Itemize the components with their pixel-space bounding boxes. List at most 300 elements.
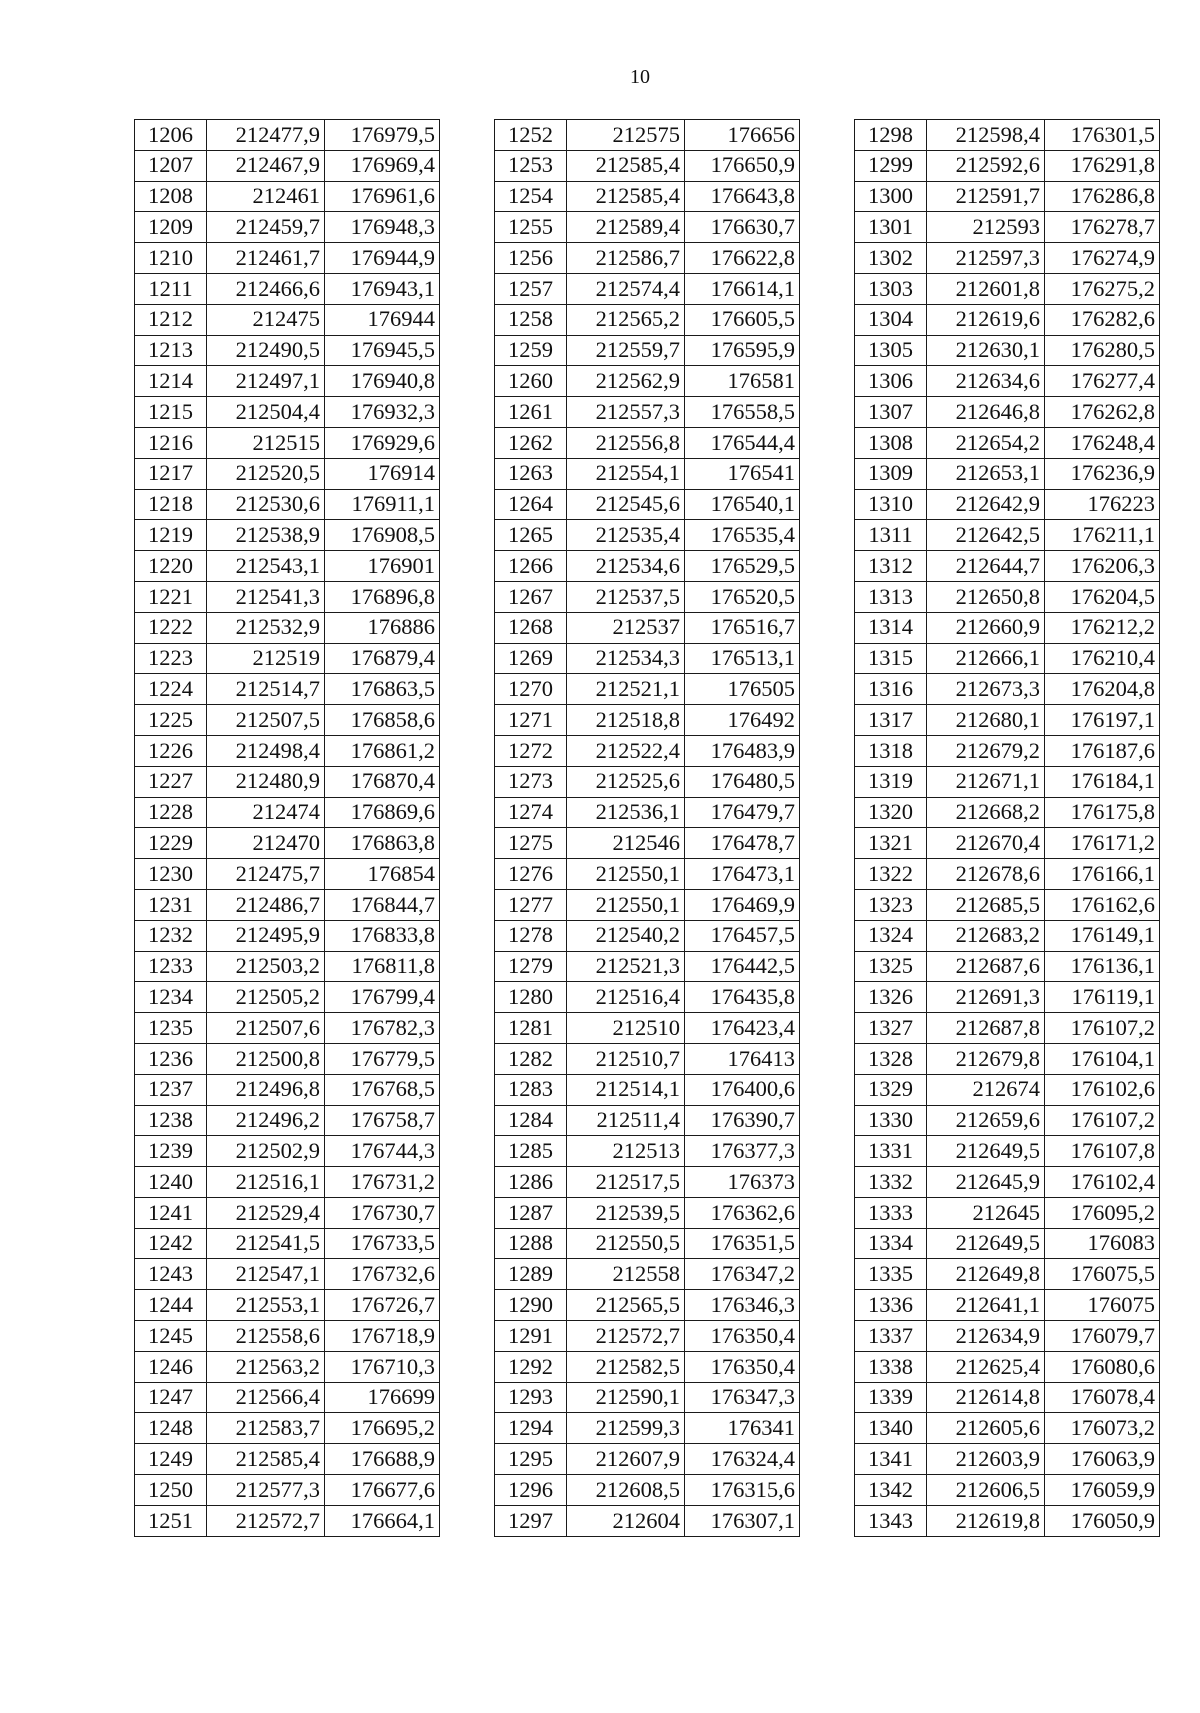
point-number-cell: 1283 [495, 1074, 567, 1105]
table-row [495, 1382, 800, 1413]
y-coordinate-cell: 176347,2 [685, 1259, 800, 1290]
x-coordinate-cell: 212566,4 [207, 1382, 325, 1413]
table-row [135, 397, 440, 428]
point-number-cell: 1280 [495, 982, 567, 1013]
point-number-cell: 1264 [495, 489, 567, 520]
point-number-cell: 1228 [135, 797, 207, 828]
point-number-cell: 1261 [495, 397, 567, 428]
x-coordinate-cell: 212603,9 [927, 1444, 1045, 1475]
table-row [855, 1382, 1160, 1413]
table-row [855, 735, 1160, 766]
x-coordinate-cell: 212634,6 [927, 366, 1045, 397]
x-coordinate-cell: 212500,8 [207, 1043, 325, 1074]
x-coordinate-cell: 212530,6 [207, 489, 325, 520]
table-row [135, 1475, 440, 1506]
x-coordinate-cell: 212558,6 [207, 1321, 325, 1352]
point-number-cell: 1294 [495, 1413, 567, 1444]
y-coordinate-cell: 176664,1 [325, 1505, 440, 1536]
x-coordinate-cell: 212634,9 [927, 1321, 1045, 1352]
y-coordinate-cell: 176861,2 [325, 735, 440, 766]
point-number-cell: 1226 [135, 735, 207, 766]
table-row [855, 1197, 1160, 1228]
point-number-cell: 1212 [135, 304, 207, 335]
table-row [495, 1074, 800, 1105]
x-coordinate-cell: 212680,1 [927, 705, 1045, 736]
x-coordinate-cell: 212541,5 [207, 1228, 325, 1259]
x-coordinate-cell: 212641,1 [927, 1290, 1045, 1321]
x-coordinate-cell: 212553,1 [207, 1290, 325, 1321]
table-row [135, 643, 440, 674]
table-row [855, 1043, 1160, 1074]
x-coordinate-cell: 212538,9 [207, 520, 325, 551]
table-row [495, 335, 800, 366]
y-coordinate-cell: 176779,5 [325, 1043, 440, 1074]
point-number-cell: 1333 [855, 1197, 927, 1228]
x-coordinate-cell: 212536,1 [567, 797, 685, 828]
table-row [855, 1290, 1160, 1321]
x-coordinate-cell: 212515 [207, 427, 325, 458]
x-coordinate-cell: 212619,8 [927, 1505, 1045, 1536]
table-row [495, 273, 800, 304]
x-coordinate-cell: 212498,4 [207, 735, 325, 766]
x-coordinate-cell: 212516,4 [567, 982, 685, 1013]
x-coordinate-cell: 212597,3 [927, 243, 1045, 274]
x-coordinate-cell: 212511,4 [567, 1105, 685, 1136]
table-row [855, 1074, 1160, 1105]
point-number-cell: 1277 [495, 889, 567, 920]
y-coordinate-cell: 176078,4 [1045, 1382, 1160, 1413]
x-coordinate-cell: 212521,1 [567, 674, 685, 705]
point-number-cell: 1339 [855, 1382, 927, 1413]
table-row [495, 150, 800, 181]
y-coordinate-cell: 176083 [1045, 1228, 1160, 1259]
x-coordinate-cell: 212604 [567, 1505, 685, 1536]
y-coordinate-cell: 176236,9 [1045, 458, 1160, 489]
table-row [495, 1351, 800, 1382]
y-coordinate-cell: 176863,8 [325, 828, 440, 859]
table-row [135, 1321, 440, 1352]
y-coordinate-cell: 176075,5 [1045, 1259, 1160, 1290]
point-number-cell: 1230 [135, 859, 207, 890]
point-number-cell: 1222 [135, 612, 207, 643]
x-coordinate-cell: 212668,2 [927, 797, 1045, 828]
y-coordinate-cell: 176248,4 [1045, 427, 1160, 458]
point-number-cell: 1298 [855, 120, 927, 151]
table-row [495, 1505, 800, 1536]
y-coordinate-cell: 176529,5 [685, 551, 800, 582]
y-coordinate-cell: 176197,1 [1045, 705, 1160, 736]
table-row [135, 920, 440, 951]
point-number-cell: 1276 [495, 859, 567, 890]
y-coordinate-cell: 176104,1 [1045, 1043, 1160, 1074]
y-coordinate-cell: 176730,7 [325, 1197, 440, 1228]
x-coordinate-cell: 212502,9 [207, 1136, 325, 1167]
y-coordinate-cell: 176274,9 [1045, 243, 1160, 274]
point-number-cell: 1309 [855, 458, 927, 489]
y-coordinate-cell: 176544,4 [685, 427, 800, 458]
x-coordinate-cell: 212592,6 [927, 150, 1045, 181]
point-number-cell: 1221 [135, 581, 207, 612]
point-number-cell: 1274 [495, 797, 567, 828]
y-coordinate-cell: 176457,5 [685, 920, 800, 951]
point-number-cell: 1268 [495, 612, 567, 643]
table-row [495, 735, 800, 766]
point-number-cell: 1311 [855, 520, 927, 551]
table-row [495, 797, 800, 828]
x-coordinate-cell: 212654,2 [927, 427, 1045, 458]
point-number-cell: 1265 [495, 520, 567, 551]
table-row [135, 1136, 440, 1167]
point-number-cell: 1293 [495, 1382, 567, 1413]
x-coordinate-cell: 212599,3 [567, 1413, 685, 1444]
y-coordinate-cell: 176075 [1045, 1290, 1160, 1321]
y-coordinate-cell: 176854 [325, 859, 440, 890]
table-row [855, 643, 1160, 674]
y-coordinate-cell: 176351,5 [685, 1228, 800, 1259]
point-number-cell: 1258 [495, 304, 567, 335]
point-number-cell: 1318 [855, 735, 927, 766]
table-row [855, 120, 1160, 151]
coordinates-table-2 [494, 119, 800, 1537]
y-coordinate-cell: 176858,6 [325, 705, 440, 736]
y-coordinate-cell: 176390,7 [685, 1105, 800, 1136]
x-coordinate-cell: 212562,9 [567, 366, 685, 397]
table-row [495, 397, 800, 428]
point-number-cell: 1229 [135, 828, 207, 859]
y-coordinate-cell: 176204,8 [1045, 674, 1160, 705]
x-coordinate-cell: 212525,6 [567, 766, 685, 797]
table-row [855, 1351, 1160, 1382]
x-coordinate-cell: 212496,8 [207, 1074, 325, 1105]
y-coordinate-cell: 176095,2 [1045, 1197, 1160, 1228]
table-row [855, 674, 1160, 705]
y-coordinate-cell: 176073,2 [1045, 1413, 1160, 1444]
table-row [135, 181, 440, 212]
y-coordinate-cell: 176184,1 [1045, 766, 1160, 797]
y-coordinate-cell: 176505 [685, 674, 800, 705]
table-row [855, 1013, 1160, 1044]
y-coordinate-cell: 176187,6 [1045, 735, 1160, 766]
table-row [135, 335, 440, 366]
y-coordinate-cell: 176944,9 [325, 243, 440, 274]
y-coordinate-cell: 176175,8 [1045, 797, 1160, 828]
table-row [495, 766, 800, 797]
point-number-cell: 1310 [855, 489, 927, 520]
table-row [495, 889, 800, 920]
point-number-cell: 1322 [855, 859, 927, 890]
table-row [135, 520, 440, 551]
point-number-cell: 1306 [855, 366, 927, 397]
x-coordinate-cell: 212691,3 [927, 982, 1045, 1013]
y-coordinate-cell: 176286,8 [1045, 181, 1160, 212]
y-coordinate-cell: 176944 [325, 304, 440, 335]
x-coordinate-cell: 212550,1 [567, 859, 685, 890]
x-coordinate-cell: 212550,1 [567, 889, 685, 920]
point-number-cell: 1279 [495, 951, 567, 982]
table-row [495, 612, 800, 643]
x-coordinate-cell: 212514,1 [567, 1074, 685, 1105]
y-coordinate-cell: 176540,1 [685, 489, 800, 520]
x-coordinate-cell: 212541,3 [207, 581, 325, 612]
table-row [135, 797, 440, 828]
point-number-cell: 1317 [855, 705, 927, 736]
y-coordinate-cell: 176940,8 [325, 366, 440, 397]
table-row [495, 243, 800, 274]
y-coordinate-cell: 176278,7 [1045, 212, 1160, 243]
x-coordinate-cell: 212554,1 [567, 458, 685, 489]
coordinates-table-1 [134, 119, 440, 1537]
table-row [855, 797, 1160, 828]
table-row [855, 243, 1160, 274]
y-coordinate-cell: 176377,3 [685, 1136, 800, 1167]
y-coordinate-cell: 176932,3 [325, 397, 440, 428]
x-coordinate-cell: 212563,2 [207, 1351, 325, 1382]
point-number-cell: 1328 [855, 1043, 927, 1074]
table-row [135, 1351, 440, 1382]
x-coordinate-cell: 212606,5 [927, 1475, 1045, 1506]
page-number: 10 [630, 66, 650, 88]
table-row [495, 212, 800, 243]
table-row [135, 982, 440, 1013]
point-number-cell: 1327 [855, 1013, 927, 1044]
x-coordinate-cell: 212574,4 [567, 273, 685, 304]
x-coordinate-cell: 212591,7 [927, 181, 1045, 212]
table-row [135, 1043, 440, 1074]
point-number-cell: 1216 [135, 427, 207, 458]
x-coordinate-cell: 212558 [567, 1259, 685, 1290]
point-number-cell: 1326 [855, 982, 927, 1013]
y-coordinate-cell: 176630,7 [685, 212, 800, 243]
table-row [135, 1013, 440, 1044]
x-coordinate-cell: 212543,1 [207, 551, 325, 582]
x-coordinate-cell: 212532,9 [207, 612, 325, 643]
point-number-cell: 1211 [135, 273, 207, 304]
y-coordinate-cell: 176969,4 [325, 150, 440, 181]
point-number-cell: 1214 [135, 366, 207, 397]
table-row [495, 1043, 800, 1074]
point-number-cell: 1245 [135, 1321, 207, 1352]
point-number-cell: 1330 [855, 1105, 927, 1136]
table-row [495, 1413, 800, 1444]
y-coordinate-cell: 176400,6 [685, 1074, 800, 1105]
x-coordinate-cell: 212496,2 [207, 1105, 325, 1136]
y-coordinate-cell: 176102,4 [1045, 1167, 1160, 1198]
x-coordinate-cell: 212547,1 [207, 1259, 325, 1290]
table-row [495, 489, 800, 520]
x-coordinate-cell: 212565,2 [567, 304, 685, 335]
y-coordinate-cell: 176929,6 [325, 427, 440, 458]
x-coordinate-cell: 212467,9 [207, 150, 325, 181]
point-number-cell: 1257 [495, 273, 567, 304]
y-coordinate-cell: 176948,3 [325, 212, 440, 243]
x-coordinate-cell: 212497,1 [207, 366, 325, 397]
table-row [855, 366, 1160, 397]
point-number-cell: 1289 [495, 1259, 567, 1290]
x-coordinate-cell: 212477,9 [207, 120, 325, 151]
y-coordinate-cell: 176171,2 [1045, 828, 1160, 859]
x-coordinate-cell: 212650,8 [927, 581, 1045, 612]
table-row [855, 581, 1160, 612]
point-number-cell: 1252 [495, 120, 567, 151]
point-number-cell: 1208 [135, 181, 207, 212]
table-row [855, 1259, 1160, 1290]
table-row [135, 212, 440, 243]
table-row [495, 366, 800, 397]
y-coordinate-cell: 176413 [685, 1043, 800, 1074]
y-coordinate-cell: 176324,4 [685, 1444, 800, 1475]
x-coordinate-cell: 212522,4 [567, 735, 685, 766]
point-number-cell: 1308 [855, 427, 927, 458]
point-number-cell: 1217 [135, 458, 207, 489]
table-row [135, 1074, 440, 1105]
y-coordinate-cell: 176643,8 [685, 181, 800, 212]
x-coordinate-cell: 212645 [927, 1197, 1045, 1228]
x-coordinate-cell: 212685,5 [927, 889, 1045, 920]
y-coordinate-cell: 176650,9 [685, 150, 800, 181]
point-number-cell: 1215 [135, 397, 207, 428]
y-coordinate-cell: 176059,9 [1045, 1475, 1160, 1506]
point-number-cell: 1218 [135, 489, 207, 520]
table-row [855, 1505, 1160, 1536]
point-number-cell: 1260 [495, 366, 567, 397]
table-row [495, 458, 800, 489]
x-coordinate-cell: 212644,7 [927, 551, 1045, 582]
y-coordinate-cell: 176282,6 [1045, 304, 1160, 335]
y-coordinate-cell: 176280,5 [1045, 335, 1160, 366]
x-coordinate-cell: 212583,7 [207, 1413, 325, 1444]
point-number-cell: 1341 [855, 1444, 927, 1475]
table-row [135, 366, 440, 397]
x-coordinate-cell: 212507,6 [207, 1013, 325, 1044]
table-row [495, 1228, 800, 1259]
point-number-cell: 1272 [495, 735, 567, 766]
y-coordinate-cell: 176301,5 [1045, 120, 1160, 151]
point-number-cell: 1273 [495, 766, 567, 797]
point-number-cell: 1331 [855, 1136, 927, 1167]
x-coordinate-cell: 212535,4 [567, 520, 685, 551]
point-number-cell: 1209 [135, 212, 207, 243]
point-number-cell: 1250 [135, 1475, 207, 1506]
x-coordinate-cell: 212556,8 [567, 427, 685, 458]
table-row [135, 766, 440, 797]
point-number-cell: 1271 [495, 705, 567, 736]
y-coordinate-cell: 176166,1 [1045, 859, 1160, 890]
x-coordinate-cell: 212466,6 [207, 273, 325, 304]
y-coordinate-cell: 176492 [685, 705, 800, 736]
x-coordinate-cell: 212534,6 [567, 551, 685, 582]
point-number-cell: 1231 [135, 889, 207, 920]
y-coordinate-cell: 176291,8 [1045, 150, 1160, 181]
point-number-cell: 1278 [495, 920, 567, 951]
table-row [855, 1105, 1160, 1136]
table-row [135, 1444, 440, 1475]
point-number-cell: 1292 [495, 1351, 567, 1382]
table-row [135, 273, 440, 304]
y-coordinate-cell: 176758,7 [325, 1105, 440, 1136]
x-coordinate-cell: 212585,4 [567, 181, 685, 212]
point-number-cell: 1251 [135, 1505, 207, 1536]
point-number-cell: 1275 [495, 828, 567, 859]
y-coordinate-cell: 176879,4 [325, 643, 440, 674]
x-coordinate-cell: 212649,8 [927, 1259, 1045, 1290]
point-number-cell: 1259 [495, 335, 567, 366]
y-coordinate-cell: 176656 [685, 120, 800, 151]
y-coordinate-cell: 176732,6 [325, 1259, 440, 1290]
table-row [855, 766, 1160, 797]
table-row [135, 1382, 440, 1413]
y-coordinate-cell: 176211,1 [1045, 520, 1160, 551]
point-number-cell: 1242 [135, 1228, 207, 1259]
table-row [135, 243, 440, 274]
point-number-cell: 1234 [135, 982, 207, 1013]
x-coordinate-cell: 212585,4 [567, 150, 685, 181]
point-number-cell: 1338 [855, 1351, 927, 1382]
y-coordinate-cell: 176535,4 [685, 520, 800, 551]
point-number-cell: 1286 [495, 1167, 567, 1198]
y-coordinate-cell: 176315,6 [685, 1475, 800, 1506]
table-row [495, 1290, 800, 1321]
x-coordinate-cell: 212646,8 [927, 397, 1045, 428]
point-number-cell: 1325 [855, 951, 927, 982]
point-number-cell: 1313 [855, 581, 927, 612]
point-number-cell: 1324 [855, 920, 927, 951]
y-coordinate-cell: 176811,8 [325, 951, 440, 982]
y-coordinate-cell: 176605,5 [685, 304, 800, 335]
point-number-cell: 1237 [135, 1074, 207, 1105]
y-coordinate-cell: 176307,1 [685, 1505, 800, 1536]
y-coordinate-cell: 176961,6 [325, 181, 440, 212]
y-coordinate-cell: 176435,8 [685, 982, 800, 1013]
y-coordinate-cell: 176799,4 [325, 982, 440, 1013]
y-coordinate-cell: 176102,6 [1045, 1074, 1160, 1105]
table-row [495, 982, 800, 1013]
y-coordinate-cell: 176204,5 [1045, 581, 1160, 612]
table-row [495, 1013, 800, 1044]
point-number-cell: 1249 [135, 1444, 207, 1475]
y-coordinate-cell: 176541 [685, 458, 800, 489]
table-row [495, 520, 800, 551]
y-coordinate-cell: 176473,1 [685, 859, 800, 890]
table-row [855, 1167, 1160, 1198]
table-row [135, 735, 440, 766]
point-number-cell: 1288 [495, 1228, 567, 1259]
point-number-cell: 1282 [495, 1043, 567, 1074]
point-number-cell: 1243 [135, 1259, 207, 1290]
x-coordinate-cell: 212582,5 [567, 1351, 685, 1382]
table-row [135, 1413, 440, 1444]
y-coordinate-cell: 176362,6 [685, 1197, 800, 1228]
x-coordinate-cell: 212507,5 [207, 705, 325, 736]
point-number-cell: 1336 [855, 1290, 927, 1321]
table-row [135, 889, 440, 920]
table-row [855, 397, 1160, 428]
table-row [495, 951, 800, 982]
table-row [135, 612, 440, 643]
x-coordinate-cell: 212480,9 [207, 766, 325, 797]
x-coordinate-cell: 212683,2 [927, 920, 1045, 951]
x-coordinate-cell: 212598,4 [927, 120, 1045, 151]
point-number-cell: 1262 [495, 427, 567, 458]
x-coordinate-cell: 212490,5 [207, 335, 325, 366]
point-number-cell: 1301 [855, 212, 927, 243]
point-number-cell: 1343 [855, 1505, 927, 1536]
point-number-cell: 1290 [495, 1290, 567, 1321]
table-row [495, 551, 800, 582]
x-coordinate-cell: 212630,1 [927, 335, 1045, 366]
point-number-cell: 1240 [135, 1167, 207, 1198]
y-coordinate-cell: 176350,4 [685, 1351, 800, 1382]
x-coordinate-cell: 212510,7 [567, 1043, 685, 1074]
